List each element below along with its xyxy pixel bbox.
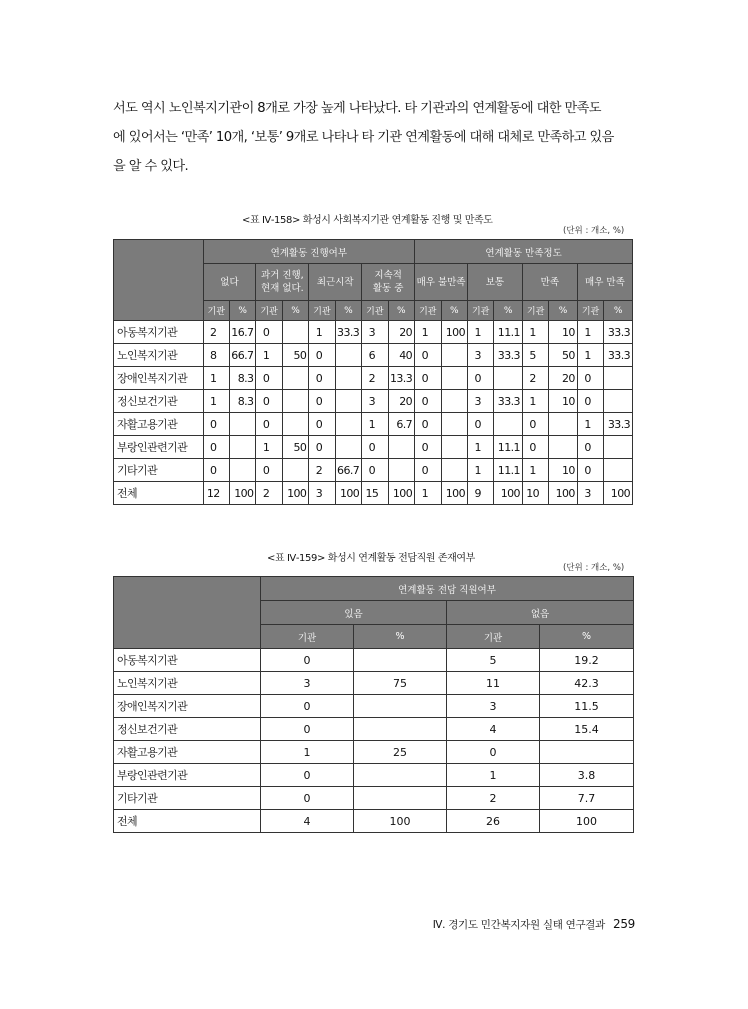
row-label: 기타기관 (114, 787, 261, 810)
table-cell: 3 (577, 482, 603, 505)
table1-group-header: 연계활동 진행여부 (203, 240, 415, 264)
table2-col-header: % (354, 625, 447, 649)
table-cell (282, 367, 308, 390)
table-cell: 50 (549, 344, 577, 367)
table-cell: 100 (540, 810, 634, 833)
table-cell: 13.3 (388, 367, 415, 390)
table-row (114, 459, 633, 482)
table1-col-header: % (549, 301, 577, 321)
table1-col-header: % (494, 301, 522, 321)
table-cell: 100 (494, 482, 522, 505)
table-cell (604, 367, 633, 390)
table-cell: 3 (362, 390, 388, 413)
table-cell: 0 (256, 367, 282, 390)
table1 (113, 239, 633, 505)
table-cell: 8.3 (229, 367, 255, 390)
table2-col-header: 기관 (261, 625, 354, 649)
table-cell: 10 (522, 482, 548, 505)
table-cell: 66.7 (229, 344, 255, 367)
table-cell: 15 (362, 482, 388, 505)
table-cell (354, 649, 447, 672)
row-label: 전체 (114, 810, 261, 833)
table-cell: 0 (256, 459, 282, 482)
table-cell: 0 (261, 649, 354, 672)
row-label: 장애인복지기관 (114, 367, 204, 390)
table-cell: 100 (354, 810, 447, 833)
table-cell: 20 (388, 321, 415, 344)
table-cell: 0 (362, 436, 388, 459)
table-cell: 5 (447, 649, 540, 672)
table-cell: 0 (203, 436, 229, 459)
table-cell: 2 (309, 459, 335, 482)
table1-col-header: % (441, 301, 467, 321)
table-cell: 75 (354, 672, 447, 695)
table-cell: 33.3 (494, 344, 522, 367)
row-label: 자활고용기관 (114, 413, 204, 436)
table1-sub-header: 매우 불만족 (415, 264, 468, 301)
table-cell: 9 (467, 482, 493, 505)
table-row (114, 695, 634, 718)
table-cell (282, 459, 308, 482)
table-cell: 42.3 (540, 672, 634, 695)
table-cell: 66.7 (335, 459, 361, 482)
table-row (114, 672, 634, 695)
table1-corner-header (114, 240, 204, 321)
table-cell: 100 (549, 482, 577, 505)
table1-sub-header: 과거 진행, 현재 없다. (256, 264, 309, 301)
table-cell: 33.3 (335, 321, 361, 344)
table-cell: 1 (467, 436, 493, 459)
table-cell: 0 (256, 413, 282, 436)
table-cell: 11.1 (494, 436, 522, 459)
table-cell: 1 (577, 344, 603, 367)
row-label: 부랑인관련기관 (114, 764, 261, 787)
table-cell: 1 (261, 741, 354, 764)
table1-col-header: 기관 (362, 301, 388, 321)
table1-col-header: 기관 (203, 301, 229, 321)
table-cell (549, 413, 577, 436)
table-cell: 11.1 (494, 321, 522, 344)
table-cell: 20 (549, 367, 577, 390)
table-cell: 20 (388, 390, 415, 413)
table-cell: 10 (549, 321, 577, 344)
table-cell: 1 (447, 764, 540, 787)
table-cell: 1 (522, 459, 548, 482)
table-cell: 0 (467, 413, 493, 436)
table-cell: 10 (549, 459, 577, 482)
table2-sub-header: 없음 (447, 601, 634, 625)
table-cell: 8.3 (229, 390, 255, 413)
row-label: 정신보건기관 (114, 390, 204, 413)
table-cell: 0 (415, 413, 441, 436)
table-cell (354, 695, 447, 718)
table-cell: 0 (261, 764, 354, 787)
table1-col-header: 기관 (256, 301, 282, 321)
table-cell: 50 (282, 344, 308, 367)
table-cell: 0 (415, 344, 441, 367)
table2-corner-header (114, 577, 261, 649)
footer-section-title: Ⅳ. 경기도 민간복지자원 실태 연구결과 (432, 919, 605, 931)
table-cell: 0 (415, 459, 441, 482)
table-row (114, 321, 633, 344)
table-cell: 0 (203, 413, 229, 436)
body-paragraph (113, 94, 638, 181)
table1-sub-header: 보통 (467, 264, 522, 301)
table-cell: 0 (362, 459, 388, 482)
table1-sub-header: 없다 (203, 264, 256, 301)
table-cell: 26 (447, 810, 540, 833)
table-cell (441, 367, 467, 390)
table-cell: 1 (256, 344, 282, 367)
table-cell (229, 413, 255, 436)
paragraph-line: 서도 역시 노인복지기관이 8개로 가장 높게 나타났다. 타 기관과의 연계활동에 대한 만족도 (113, 101, 601, 116)
table1-sub-header: 지속적 활동 중 (362, 264, 415, 301)
table-cell (441, 390, 467, 413)
table-cell: 0 (203, 459, 229, 482)
table-cell: 33.3 (604, 344, 633, 367)
table-cell: 0 (577, 436, 603, 459)
table1-unit: (단위 : 개소, %) (563, 226, 625, 236)
table-row (114, 787, 634, 810)
table-cell: 0 (415, 367, 441, 390)
row-label: 기타기관 (114, 459, 204, 482)
table-row (114, 413, 633, 436)
table1-col-header: % (388, 301, 415, 321)
table-cell: 1 (467, 459, 493, 482)
table-cell (282, 390, 308, 413)
table-cell: 4 (447, 718, 540, 741)
table-cell: 5 (522, 344, 548, 367)
table-row (114, 741, 634, 764)
table-cell: 2 (256, 482, 282, 505)
table1-sub-header: 매우 만족 (577, 264, 632, 301)
table-cell: 1 (467, 321, 493, 344)
table-cell (441, 459, 467, 482)
table-cell (441, 344, 467, 367)
table-cell: 0 (522, 436, 548, 459)
table-cell (335, 390, 361, 413)
table-cell: 0 (309, 390, 335, 413)
table-cell: 0 (467, 367, 493, 390)
table-cell (494, 413, 522, 436)
table-cell: 1 (522, 390, 548, 413)
table1-group-header: 연계활동 만족정도 (415, 240, 633, 264)
table-cell: 11.5 (540, 695, 634, 718)
table1-col-header: 기관 (467, 301, 493, 321)
table-cell: 0 (261, 718, 354, 741)
table-cell (282, 321, 308, 344)
table-cell (335, 367, 361, 390)
table-cell: 1 (522, 321, 548, 344)
table-cell: 100 (604, 482, 633, 505)
table-cell: 1 (415, 482, 441, 505)
table-cell: 0 (577, 367, 603, 390)
table-row (114, 482, 633, 505)
table2 (113, 576, 634, 833)
table1-col-header: % (229, 301, 255, 321)
table-cell: 0 (577, 390, 603, 413)
table-cell: 6.7 (388, 413, 415, 436)
table-cell: 10 (549, 390, 577, 413)
table-cell (229, 459, 255, 482)
table-cell: 3 (467, 344, 493, 367)
table-cell: 25 (354, 741, 447, 764)
table-row (114, 718, 634, 741)
table-cell: 0 (309, 367, 335, 390)
table-cell: 3 (467, 390, 493, 413)
table-cell: 3 (309, 482, 335, 505)
table-cell: 100 (335, 482, 361, 505)
table1-sub-header: 만족 (522, 264, 577, 301)
table-cell: 1 (577, 321, 603, 344)
row-label: 정신보건기관 (114, 718, 261, 741)
row-label: 노인복지기관 (114, 344, 204, 367)
row-label: 아동복지기관 (114, 649, 261, 672)
table-cell: 2 (362, 367, 388, 390)
table1-col-header: % (282, 301, 308, 321)
table1-col-header: 기관 (522, 301, 548, 321)
table-row (114, 344, 633, 367)
table2-group-header: 연계활동 전담 직원여부 (261, 577, 634, 601)
table-row (114, 390, 633, 413)
row-label: 아동복지기관 (114, 321, 204, 344)
table-cell: 100 (388, 482, 415, 505)
table-cell: 100 (441, 321, 467, 344)
table-cell (604, 459, 633, 482)
table-cell: 2 (447, 787, 540, 810)
row-label: 장애인복지기관 (114, 695, 261, 718)
table-cell: 33.3 (494, 390, 522, 413)
table-cell: 0 (447, 741, 540, 764)
table-cell: 15.4 (540, 718, 634, 741)
table-cell (494, 367, 522, 390)
table-cell: 100 (282, 482, 308, 505)
table2-col-header: 기관 (447, 625, 540, 649)
table-cell: 11 (447, 672, 540, 695)
table1-col-header: % (604, 301, 633, 321)
table-cell: 0 (522, 413, 548, 436)
table1-col-header: 기관 (309, 301, 335, 321)
table2-unit: (단위 : 개소, %) (563, 563, 625, 573)
table-cell: 12 (203, 482, 229, 505)
row-label: 자활고용기관 (114, 741, 261, 764)
table-cell (335, 413, 361, 436)
paragraph-line: 에 있어서는 ‘만족’ 10개, ‘보통’ 9개로 나타나 타 기관 연계활동에 대해 대체로 만족하고 있음 (113, 130, 614, 145)
table1-caption: <표 Ⅳ-158> 화성시 사회복지기관 연계활동 진행 및 만족도 (242, 215, 493, 226)
table-cell: 0 (256, 321, 282, 344)
table-cell: 2 (203, 321, 229, 344)
table-cell (540, 741, 634, 764)
table-cell: 3 (362, 321, 388, 344)
table-cell: 2 (522, 367, 548, 390)
table-cell: 50 (282, 436, 308, 459)
row-label: 노인복지기관 (114, 672, 261, 695)
table1-col-header: 기관 (577, 301, 603, 321)
table-cell: 33.3 (604, 321, 633, 344)
table-cell (335, 344, 361, 367)
table-cell (229, 436, 255, 459)
table-cell (604, 436, 633, 459)
table-cell: 8 (203, 344, 229, 367)
paragraph-line: 을 알 수 있다. (113, 159, 189, 174)
table-cell: 0 (415, 390, 441, 413)
table-cell: 11.1 (494, 459, 522, 482)
table-cell: 40 (388, 344, 415, 367)
table-cell (354, 718, 447, 741)
table-cell: 0 (261, 787, 354, 810)
table2-caption: <표 Ⅳ-159> 화성시 연계활동 전담직원 존재여부 (267, 553, 475, 564)
table-cell: 6 (362, 344, 388, 367)
table-cell: 1 (256, 436, 282, 459)
row-label: 전체 (114, 482, 204, 505)
table-cell: 3.8 (540, 764, 634, 787)
table-cell: 0 (415, 436, 441, 459)
table-cell: 1 (309, 321, 335, 344)
page-footer (433, 917, 635, 932)
table-cell: 0 (577, 459, 603, 482)
table-cell: 0 (309, 413, 335, 436)
table-cell: 0 (309, 344, 335, 367)
table-cell (354, 764, 447, 787)
table-cell: 1 (203, 390, 229, 413)
table-cell (441, 436, 467, 459)
table-cell (335, 436, 361, 459)
table2-sub-header: 있음 (261, 601, 447, 625)
table-cell: 1 (577, 413, 603, 436)
table-cell: 0 (261, 695, 354, 718)
table-row (114, 367, 633, 390)
table1-sub-header: 최근시작 (309, 264, 362, 301)
table-cell: 0 (309, 436, 335, 459)
table-cell (282, 413, 308, 436)
table-row (114, 649, 634, 672)
table-cell: 1 (362, 413, 388, 436)
table-cell (441, 413, 467, 436)
table-cell: 19.2 (540, 649, 634, 672)
table-cell: 3 (261, 672, 354, 695)
table-cell: 7.7 (540, 787, 634, 810)
table-cell: 1 (203, 367, 229, 390)
table-cell: 1 (415, 321, 441, 344)
table-cell (388, 436, 415, 459)
table-cell (549, 436, 577, 459)
table-row (114, 764, 634, 787)
table2-col-header: % (540, 625, 634, 649)
table1-col-header: % (335, 301, 361, 321)
table-cell: 100 (441, 482, 467, 505)
table-row (114, 436, 633, 459)
table-cell: 0 (256, 390, 282, 413)
table-cell: 33.3 (604, 413, 633, 436)
table1-col-header: 기관 (415, 301, 441, 321)
table-cell: 100 (229, 482, 255, 505)
table-cell: 16.7 (229, 321, 255, 344)
table-cell: 4 (261, 810, 354, 833)
table-cell (354, 787, 447, 810)
page-number: 259 (612, 917, 635, 931)
table-row (114, 810, 634, 833)
table-cell (388, 459, 415, 482)
row-label: 부랑인관련기관 (114, 436, 204, 459)
table-cell (604, 390, 633, 413)
table-cell: 3 (447, 695, 540, 718)
